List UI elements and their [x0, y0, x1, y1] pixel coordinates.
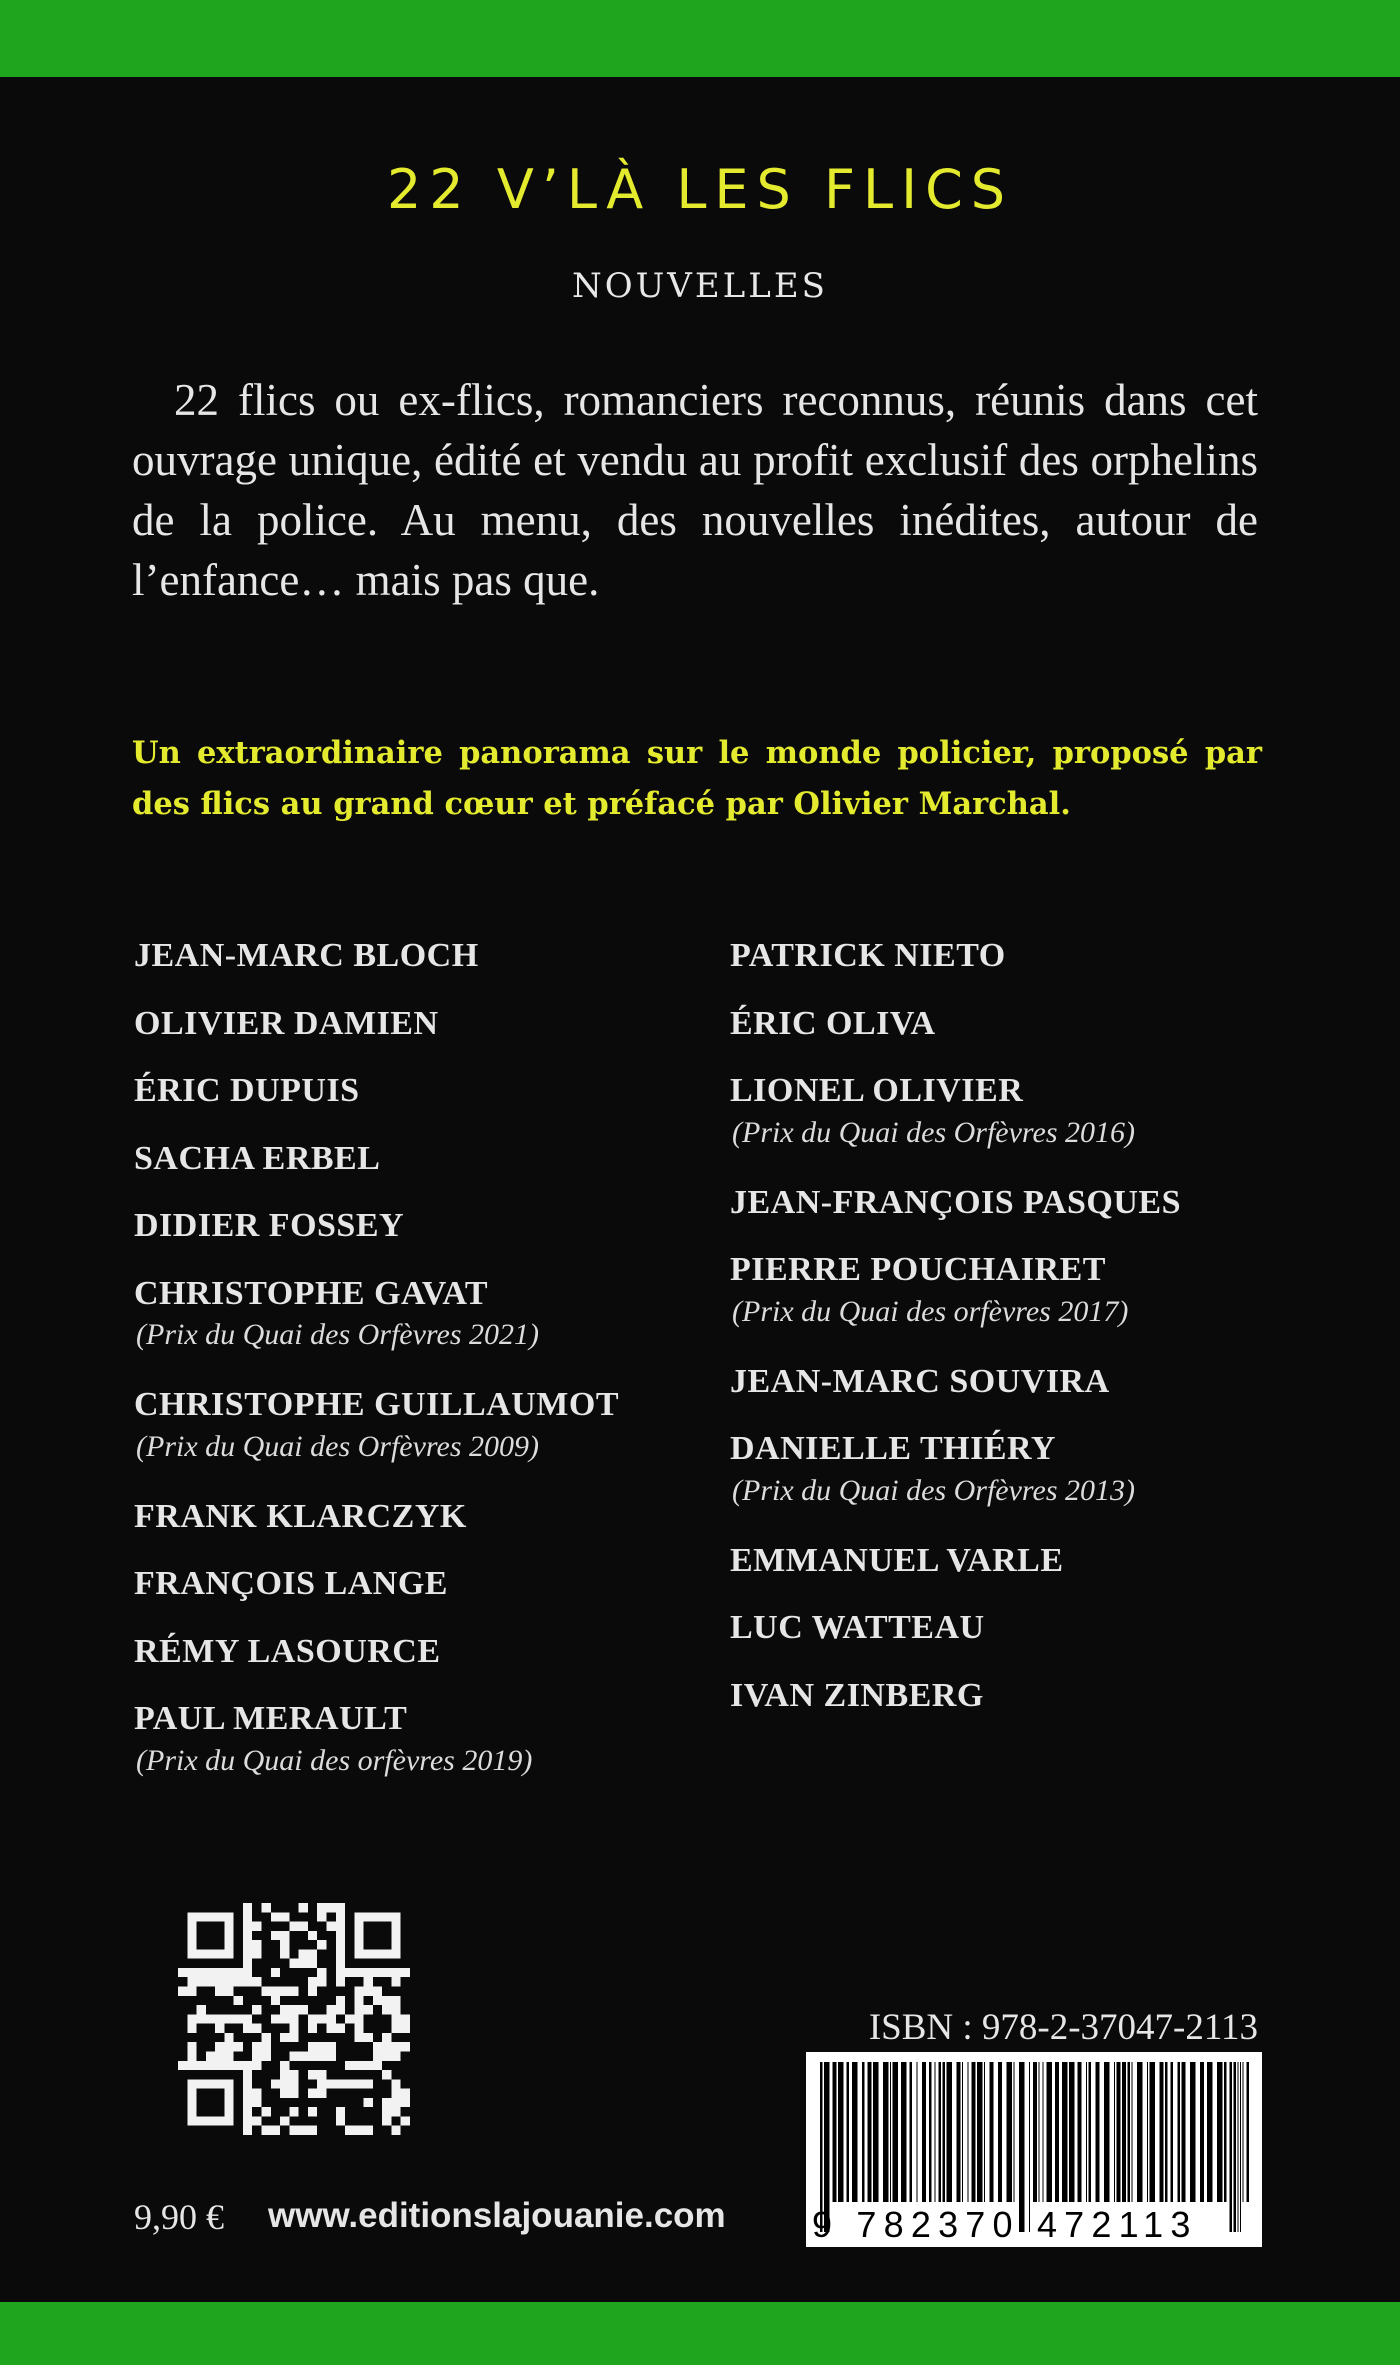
author-entry: [134, 1483, 694, 1551]
author-name: IVAN ZINBERG: [730, 1676, 984, 1714]
price: 9,90 €: [134, 2197, 224, 2237]
author-entry: [134, 1125, 694, 1193]
author-name: SACHA ERBEL: [134, 1139, 381, 1177]
author-name: RÉMY LASOURCE: [134, 1632, 441, 1670]
author-prize: (Prix du Quai des Orfèvres 2013): [732, 1473, 1135, 1507]
author-name: LUC WATTEAU: [730, 1609, 985, 1646]
isbn-label: ISBN : 978-2-37047-2113: [868, 2007, 1258, 2048]
author-name: ÉRIC DUPUIS: [134, 1072, 360, 1109]
author-entry: [730, 1236, 1290, 1348]
author-entry: [730, 1348, 1290, 1416]
author-entry: [730, 1415, 1290, 1527]
author-entry: [730, 990, 1290, 1058]
tagline: Un extraordinaire panorama sur le monde policier, proposé par des flics au grand cœur et préfacé par Olivier Marchal.: [132, 735, 1262, 822]
author-name: EMMANUEL VARLE: [730, 1541, 1064, 1579]
author-name: OLIVIER DAMIEN: [134, 1004, 439, 1042]
book-subtitle: NOUVELLES: [572, 266, 828, 306]
author-entry: [730, 1169, 1290, 1237]
author-entry: [134, 1550, 694, 1618]
qr-code-icon: [178, 1903, 410, 2135]
author-name: JEAN-MARC BLOCH: [134, 937, 479, 974]
author-name: ÉRIC OLIVA: [730, 1004, 936, 1042]
authors-column-left: [134, 922, 694, 1797]
author-name: JEAN-FRANÇOIS PASQUES: [730, 1183, 1181, 1221]
author-entry: [134, 922, 694, 990]
author-entry: [730, 1662, 1290, 1730]
author-entry: [730, 1527, 1290, 1595]
author-name: PIERRE POUCHAIRET: [730, 1251, 1106, 1288]
author-entry: [730, 1594, 1290, 1662]
author-entry: [134, 1057, 694, 1125]
author-prize: (Prix du Quai des Orfèvres 2016): [732, 1115, 1135, 1149]
author-prize: (Prix du Quai des orfèvres 2017): [732, 1294, 1129, 1328]
author-name: DANIELLE THIÉRY: [730, 1430, 1056, 1467]
barcode: [806, 2052, 1262, 2247]
author-name: LIONEL OLIVIER: [730, 1072, 1024, 1109]
book-title: 22 V’LÀ LES FLICS: [386, 158, 1014, 221]
author-prize: (Prix du Quai des orfèvres 2019): [136, 1743, 533, 1777]
author-entry: [134, 1192, 694, 1260]
author-entry: [730, 922, 1290, 990]
barcode-digits: 9 782370 472113: [812, 2204, 1198, 2245]
author-entry: [134, 990, 694, 1058]
website-link[interactable]: www.editionslajouanie.com: [268, 2196, 726, 2235]
blurb-paragraph: 22 flics ou ex-flics, romanciers reconnus, réunis dans cet ouvrage unique, édité et vendu au profit exclusif des orphelins de la police. Au menu, des nouvelles inédites, autour de l’enfance… mais pas que.: [132, 375, 1258, 605]
author-entry: [134, 1260, 694, 1372]
author-entry: [134, 1685, 694, 1797]
author-name: CHRISTOPHE GAVAT: [134, 1274, 489, 1312]
author-name: FRANÇOIS LANGE: [134, 1565, 448, 1602]
author-name: DIDIER FOSSEY: [134, 1207, 405, 1244]
bottom-green-band: [0, 2302, 1400, 2365]
author-name: FRANK KLARCZYK: [134, 1497, 467, 1535]
author-name: JEAN-MARC SOUVIRA: [730, 1362, 1110, 1400]
author-prize: (Prix du Quai des Orfèvres 2009): [136, 1429, 539, 1463]
author-entry: [730, 1057, 1290, 1169]
author-name: CHRISTOPHE GUILLAUMOT: [134, 1386, 620, 1423]
top-green-band: [0, 0, 1400, 77]
author-entry: [134, 1371, 694, 1483]
author-prize: (Prix du Quai des Orfèvres 2021): [136, 1318, 539, 1351]
author-name: PAUL MERAULT: [134, 1700, 408, 1737]
authors-column-right: [730, 922, 1290, 1729]
author-name: PATRICK NIETO: [730, 937, 1006, 974]
author-entry: [134, 1618, 694, 1686]
